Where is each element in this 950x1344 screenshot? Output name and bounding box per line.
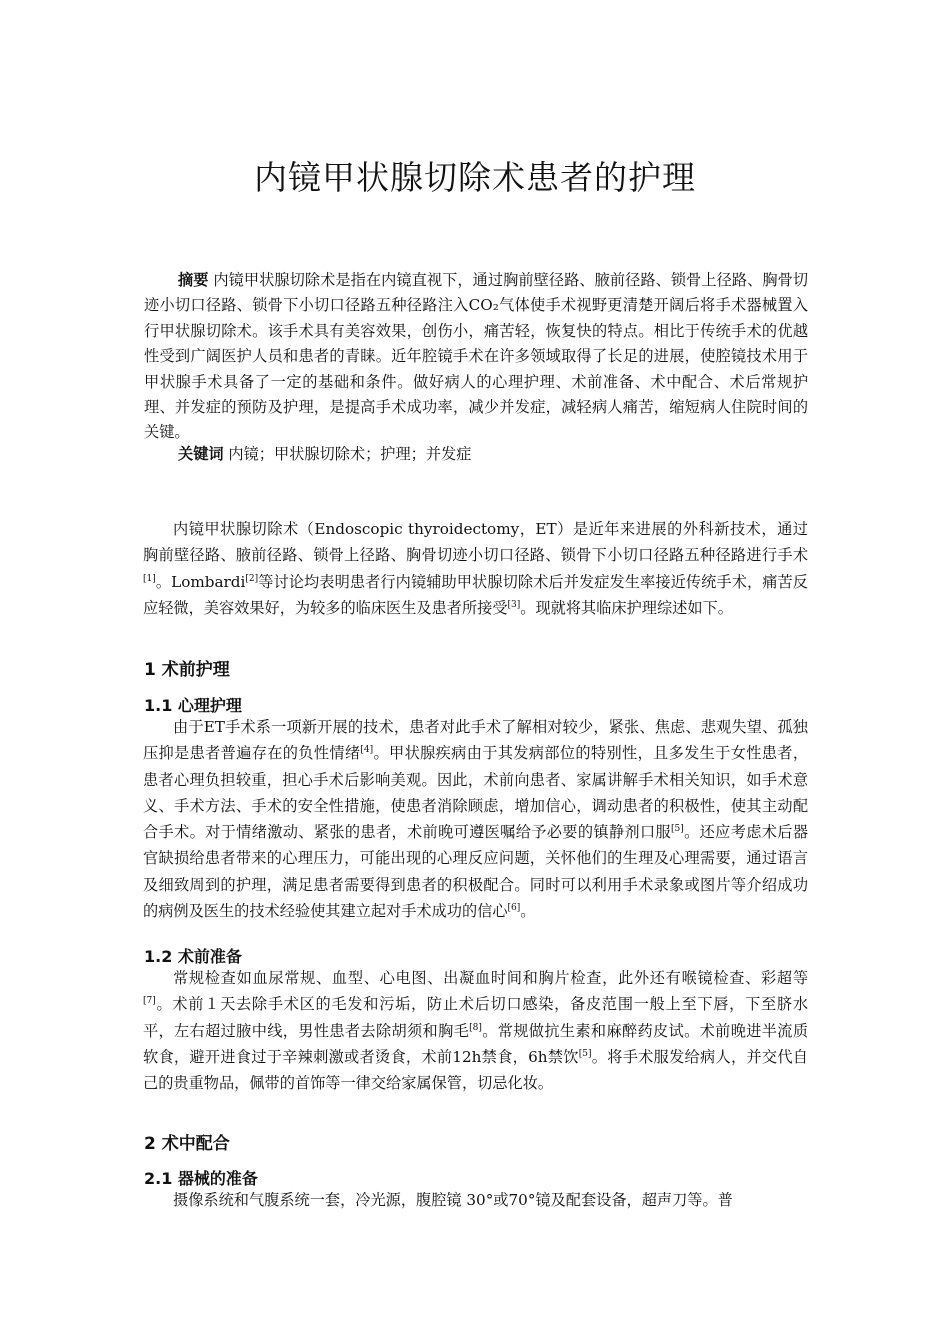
intro-text-1: 内镜甲状腺切除术（Endoscopic thyroidectomy，ET）是近年来进展的外科新技术，通过胸前壁径路、腋前径路、锁骨上径路、胸骨切迹小切口径路、锁骨下小切口径路五种径路进行手术 bbox=[143, 520, 808, 565]
s12-text-3: 。常规做抗生素和麻醉药皮试。术前晚进半流质软食，避开进食过于辛辣刺激或者烫食，术前12h禁食，6h禁饮 bbox=[143, 1021, 809, 1066]
s12-text-2: 。术前１天去除手术区的毛发和污垢，防止术后切口感染，备皮范围一般上至下唇，下至脐水平，左右超过腋中线，男性患者去除胡须和胸毛 bbox=[143, 995, 808, 1040]
intro-text-3: 等讨论均表明患者行内镜辅助甲状腺切除术后并发症发生率接近传统手术，痛苦反应轻微，美容效果好，为较多的临床医生及患者所接受 bbox=[143, 572, 808, 617]
citation-ref: [8] bbox=[469, 1022, 482, 1033]
section-2-1-paragraph bbox=[143, 1187, 808, 1213]
s11-text-3: 。还应考虑术后器官缺损给患者带来的心理压力，可能出现的心理反应问题，关怀他们的生理及心理需要，通过语言及细致周到的护理，满足患者需要得到患者的积极配合。同时可以利用手术录象或图片等介绍成功的病例及医生的技术经验使其建立起对手术成功的信心 bbox=[143, 823, 809, 921]
citation-ref: [1] bbox=[143, 573, 156, 584]
section-2-heading: 2 术中配合 bbox=[144, 1134, 230, 1154]
keywords-text: 内镜；甲状腺切除术；护理；并发症 bbox=[228, 445, 472, 463]
citation-ref: [5] bbox=[578, 1048, 592, 1059]
citation-ref: [4] bbox=[360, 745, 374, 756]
s21-text-1: 摄像系统和气腹系统一套，冷光源，腹腔镜 30°或70°镜及配套设备，超声刀等。普 bbox=[173, 1191, 733, 1209]
section-2-1-heading: 2.1 器械的准备 bbox=[144, 1169, 258, 1188]
paper-title: 内镜甲状腺切除术患者的护理 bbox=[254, 158, 696, 197]
intro-paragraph bbox=[143, 516, 808, 621]
citation-ref: [6] bbox=[507, 903, 521, 914]
s11-text-2: 。甲状腺疾病由于其发病部位的特别性，且多发生于女性患者，患者心理负担较重，担心手术后影响美观。因此，术前向患者、家属讲解手术相关知识，如手术意义、手术方法、手术的安全性措施，使患者消除顾虑，增加信心，调动患者的积极性，使其主动配合手术。对于情绪激动、紧张的患者，术前晚可遵医嘱给予必要的镇静剂口服 bbox=[143, 744, 809, 842]
citation-ref: [7] bbox=[143, 996, 156, 1007]
abstract-label: 摘要 bbox=[178, 271, 209, 289]
section-1-1-paragraph bbox=[143, 714, 808, 924]
abstract-paragraph bbox=[144, 268, 808, 446]
citation-ref: [3] bbox=[507, 599, 521, 610]
section-1-1-heading: 1.1 心理护理 bbox=[144, 696, 242, 715]
keywords-label: 关键词 bbox=[178, 445, 224, 463]
s12-text-4: 。将手术服发给病人，并交代自己的贵重物品，佩带的首饰等一律交给家属保管，切忌化妆。 bbox=[143, 1047, 808, 1093]
abstract-text: 内镜甲状腺切除术是指在内镜直视下，通过胸前壁径路、腋前径路、锁骨上径路、胸骨切迹小切口径路、锁骨下小切口径路五种径路注入CO₂气体使手术视野更清楚开阔后将手术器械置入行甲状腺切除术。该手术具有美容效果，创伤小，痛苦轻，恢复快的特点。相比于传统手术的优越性受到广阔医护人员和患者的青睐。近年腔镜手术在许多领域取得了长足的进展，使腔镜技术用于甲状腺手术具备了一定的基础和条件。做好病人的心理护理、术前准备、术中配合、术后常规护理、并发症的预防及护理，是提高手术成功率，减少并发症，减轻病人痛苦，缩短病人住院时间的关键。 bbox=[144, 271, 809, 442]
intro-text-4: 。现就将其临床护理综述如下。 bbox=[520, 598, 733, 617]
keywords-line bbox=[178, 443, 471, 464]
s12-text-1: 常规检查如血尿常规、血型、心电图、出凝血时间和胸片检查，此外还有喉镜检查、彩超等 bbox=[173, 969, 808, 987]
section-1-2-heading: 1.2 术前准备 bbox=[144, 947, 242, 966]
section-1-heading: 1 术前护理 bbox=[144, 660, 230, 680]
s11-text-4: 。 bbox=[520, 902, 536, 921]
intro-text-2: 。Lombardi bbox=[155, 572, 246, 591]
citation-ref: [5] bbox=[671, 824, 684, 835]
s11-text-1: 由于ET手术系一项新开展的技术，患者对此手术了解相对较少，紧张、焦虑、悲观失望、孤独压抑是患者普遍存在的负性情绪 bbox=[143, 718, 808, 763]
section-1-2-paragraph bbox=[143, 965, 808, 1096]
citation-ref: [2] bbox=[245, 573, 259, 584]
